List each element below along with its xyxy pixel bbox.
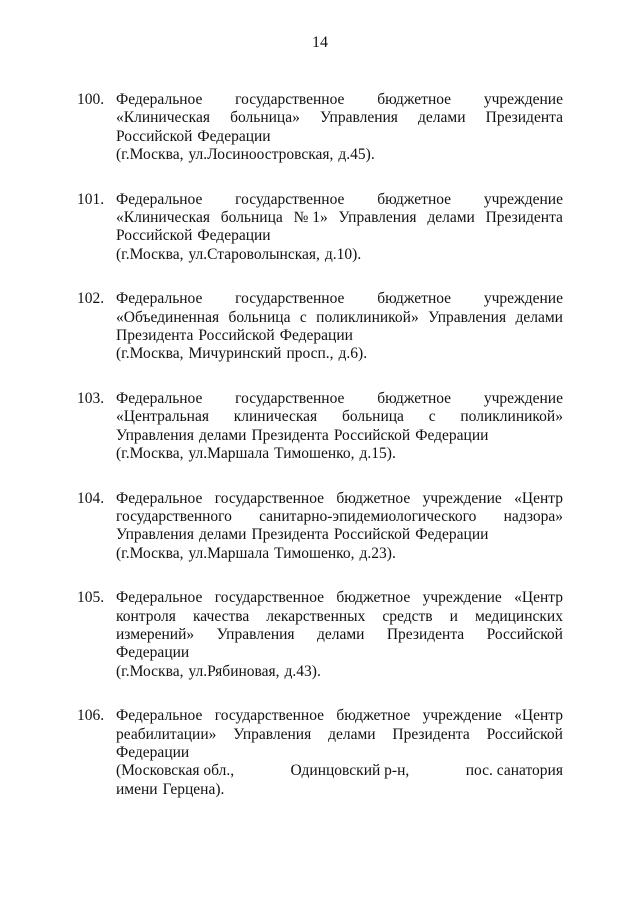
text-line — [116, 608, 563, 626]
word: Российской — [116, 227, 193, 245]
word: ул.Лосиноостровская, — [188, 146, 334, 164]
list-item — [77, 91, 563, 165]
item-text — [116, 707, 563, 799]
page-number: 14 — [312, 34, 328, 51]
word: учреждение — [483, 290, 563, 308]
word: Управления — [233, 725, 312, 743]
word: государственное — [235, 190, 345, 208]
word: Федеральное — [116, 489, 203, 507]
word: учреждение — [422, 707, 502, 725]
item-number: 100. — [77, 91, 105, 108]
word: государственное — [235, 389, 345, 407]
word: Управления — [428, 308, 507, 326]
list-item — [77, 290, 563, 364]
word: ул.Староволынская, — [188, 245, 320, 263]
word: надзора» — [503, 507, 563, 525]
word: бюджетное — [377, 290, 452, 308]
word: делами — [515, 308, 563, 326]
word: (г.Москва, — [116, 445, 184, 463]
word: пос. санатория — [465, 762, 563, 780]
word: государственное — [214, 489, 325, 507]
text-line — [116, 490, 563, 508]
text-line — [116, 91, 563, 109]
word: делами — [198, 426, 247, 444]
text-line — [116, 290, 563, 308]
text-line — [116, 327, 563, 345]
text-line — [116, 445, 563, 463]
word: Федерации — [197, 127, 271, 145]
word: санитарно-эпидемиологического — [259, 507, 477, 525]
word: Президента — [485, 109, 563, 127]
text-line — [116, 707, 563, 725]
word: «Объединенная — [116, 308, 220, 326]
word: реабилитации» — [116, 725, 217, 743]
item-text — [116, 290, 563, 364]
word: Герцена). — [162, 780, 225, 798]
item-text — [116, 589, 563, 681]
word: Президента — [386, 625, 465, 643]
word: государственное — [214, 707, 325, 725]
text-line — [116, 781, 563, 799]
word: с — [428, 408, 436, 426]
word: Федерации — [415, 526, 489, 544]
word: лекарственных — [266, 607, 366, 625]
word: Федеральное — [116, 707, 203, 725]
word: Президента — [116, 327, 194, 345]
word: бюджетное — [377, 389, 452, 407]
institution-list — [77, 91, 563, 825]
word: д.23). — [359, 544, 396, 562]
item-text — [116, 191, 563, 265]
word: Управления — [116, 426, 194, 444]
word: д.43). — [284, 662, 321, 680]
word: д.15). — [359, 445, 396, 463]
list-item — [77, 589, 563, 681]
text-line — [116, 508, 563, 526]
text-line — [116, 644, 563, 662]
text-line — [116, 345, 563, 363]
word: поликлиникой» — [460, 408, 563, 426]
word: «Центр — [514, 707, 563, 725]
word: Федеральное — [116, 589, 203, 607]
item-number: 101. — [77, 190, 105, 208]
word: (г.Москва, — [116, 544, 184, 562]
word: Президента — [392, 725, 470, 743]
word: Управления — [319, 109, 398, 127]
word: ул.Маршала — [188, 445, 270, 463]
text-line — [116, 408, 563, 426]
word: Российской — [116, 127, 193, 145]
word: государственное — [214, 589, 325, 607]
word: с — [299, 308, 307, 326]
word: (г.Москва, — [116, 662, 184, 680]
text-line — [116, 726, 563, 744]
word: Федерации — [197, 227, 271, 245]
item-number: 104. — [77, 489, 105, 507]
word: бюджетное — [377, 190, 452, 208]
word: больница — [341, 408, 404, 426]
text-line — [116, 109, 563, 127]
word: Управления — [116, 526, 194, 544]
text-line — [116, 209, 563, 227]
word: Федерации — [279, 327, 353, 345]
text-line — [116, 246, 563, 264]
word: государственное — [235, 91, 345, 108]
word: контроля — [116, 607, 176, 625]
word: «Центр — [514, 589, 563, 607]
word: Тимошенко, — [274, 544, 355, 562]
text-line — [116, 663, 563, 681]
word: бюджетное — [336, 707, 411, 725]
text-line — [116, 744, 563, 762]
word: больница — [220, 209, 283, 227]
word: Федеральное — [116, 190, 203, 208]
list-item — [77, 390, 563, 464]
word: измерений» — [116, 625, 195, 643]
word: «Клиническая — [116, 109, 210, 127]
word: (г.Москва, — [116, 345, 184, 363]
word: делами — [328, 725, 376, 743]
word: Российской — [486, 725, 563, 743]
word: Президента — [485, 209, 563, 227]
text-line — [116, 309, 563, 327]
word: Мичуринский — [188, 345, 282, 363]
text-line — [116, 626, 563, 644]
word: «Центр — [514, 489, 563, 507]
word: медицинских — [474, 607, 563, 625]
word: больница» — [230, 109, 300, 127]
word: д.10). — [324, 245, 362, 263]
word: бюджетное — [377, 91, 452, 108]
word: бюджетное — [336, 489, 411, 507]
word: Российской — [333, 426, 411, 444]
item-number: 103. — [77, 389, 105, 407]
word: Президента — [251, 526, 329, 544]
word: Федерации — [116, 743, 190, 761]
item-number: 102. — [77, 290, 105, 308]
word: государственное — [235, 290, 345, 308]
word: больница — [228, 308, 291, 326]
word: Федеральное — [116, 389, 203, 407]
word: «Клиническая — [116, 209, 210, 227]
word: д.6). — [338, 345, 368, 363]
word: делами — [418, 109, 466, 127]
word: имени — [116, 780, 158, 798]
text-line — [116, 762, 563, 780]
word: Одинцовский р-н, — [290, 762, 410, 780]
word: Российской — [198, 327, 275, 345]
text-line — [116, 191, 563, 209]
word: № 1» — [293, 209, 328, 227]
word: ул.Рябиновая, — [188, 662, 280, 680]
word: Российской — [333, 526, 411, 544]
text-line — [116, 427, 563, 445]
word: д.45). — [338, 146, 375, 164]
word: учреждение — [422, 589, 502, 607]
item-text — [116, 390, 563, 464]
text-line — [116, 526, 563, 544]
word: «Центральная — [116, 408, 209, 426]
word: и — [449, 607, 458, 625]
list-item — [77, 707, 563, 799]
word: бюджетное — [336, 589, 411, 607]
word: (г.Москва, — [116, 146, 184, 164]
text-line — [116, 390, 563, 408]
word: Российской — [486, 625, 563, 643]
item-number: 106. — [77, 707, 105, 725]
word: учреждение — [483, 190, 563, 208]
word: (Московская обл., — [116, 762, 235, 780]
word: ул.Маршала — [188, 544, 270, 562]
text-line — [116, 545, 563, 563]
list-item — [77, 490, 563, 564]
word: (г.Москва, — [116, 245, 184, 263]
word: делами — [427, 209, 475, 227]
word: Федерации — [116, 644, 190, 662]
item-number: 105. — [77, 589, 105, 607]
text-line — [116, 589, 563, 607]
word: Федерации — [415, 426, 489, 444]
word: учреждение — [422, 489, 502, 507]
word: Федеральное — [116, 290, 203, 308]
word: Управления — [338, 209, 417, 227]
text-line — [116, 128, 563, 146]
text-line — [116, 146, 563, 164]
word: качества — [192, 607, 250, 625]
word: просп., — [286, 345, 334, 363]
word: учреждение — [483, 91, 563, 108]
word: Президента — [251, 426, 329, 444]
word: средств — [382, 607, 433, 625]
word: Управления — [216, 625, 295, 643]
word: делами — [198, 526, 247, 544]
text-line — [116, 227, 563, 245]
word: Федеральное — [116, 91, 203, 108]
word: делами — [316, 625, 365, 643]
word: клиническая — [233, 408, 318, 426]
word: Тимошенко, — [274, 445, 355, 463]
item-text — [116, 490, 563, 564]
word: государственного — [116, 507, 232, 525]
item-text — [116, 91, 563, 165]
word: поликлиникой» — [316, 308, 419, 326]
list-item — [77, 191, 563, 265]
word: учреждение — [483, 389, 563, 407]
